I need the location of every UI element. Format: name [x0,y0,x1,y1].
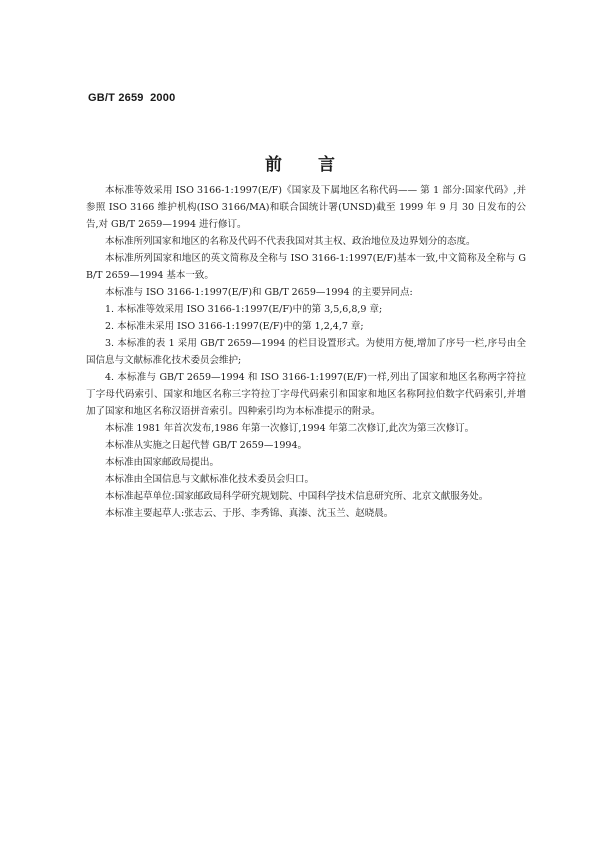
paragraph-proposer: 本标准由国家邮政局提出。 [105,457,220,468]
list-item-difference-3: 3. 本标准的表 1 采用 GB/T 2659—1994 的栏目设置形式。为使用方便,增加了序号一栏,序号由全国信息与文献标准化技术委员会维护; [86,338,526,366]
page-title: 前言 [265,155,371,175]
standard-code: GB/T 2659 2000 [88,92,176,104]
foreword-body [86,182,526,522]
list-item-difference-4: 4. 本标准与 GB/T 2659—1994 和 ISO 3166-1:1997(E/F)一样,列出了国家和地区名称两字符拉丁字母代码索引、国家和地区名称三字符拉丁字母代码索引和国家和地区名称阿拉伯数字代码索引,并增加了国家和地区名称汉语拼音索引。四种索引均为本标准提示的附录。 [86,372,526,417]
paragraph-disclaimer: 本标准所列国家和地区的名称及代码不代表我国对其主权、政治地位及边界划分的态度。 [105,236,476,247]
paragraph-replacement: 本标准从实施之日起代替 GB/T 2659—1994。 [105,440,308,451]
paragraph-history: 本标准 1981 年首次发布,1986 年第一次修订,1994 年第二次修订,此次为第三次修订。 [105,423,475,434]
paragraph-names: 本标准所列国家和地区的英文简称及全称与 ISO 3166-1:1997(E/F)基本一致,中文简称及全称与 GB/T 2659—1994 基本一致。 [86,253,526,281]
paragraph-adoption: 本标准等效采用 ISO 3166-1:1997(E/F)《国家及下属地区名称代码—— 第 1 部分:国家代码》,并参照 ISO 3166 维护机构(ISO 3166/MA)和联合国统计署(UNSD)截至 1999 年 9 月 30 日发布的公告,对 GB/T 2659—1994 进行修订。 [86,185,526,230]
paragraph-drafting-units: 本标准起草单位:国家邮政局科学研究规划院、中国科学技术信息研究所、北京文献服务处。 [105,491,489,502]
paragraph-differences-intro: 本标准与 ISO 3166-1:1997(E/F)和 GB/T 2659—1994 的主要异同点: [105,287,413,298]
list-item-difference-2: 2. 本标准未采用 ISO 3166-1:1997(E/F)中的第 1,2,4,7 章; [105,321,364,332]
list-item-difference-1: 1. 本标准等效采用 ISO 3166-1:1997(E/F)中的第 3,5,6,8,9 章; [105,304,383,315]
paragraph-drafters: 本标准主要起草人:张志云、于彤、李秀锦、真溱、沈玉兰、赵晓晨。 [105,508,394,519]
paragraph-centralized: 本标准由全国信息与文献标准化技术委员会归口。 [105,474,315,485]
